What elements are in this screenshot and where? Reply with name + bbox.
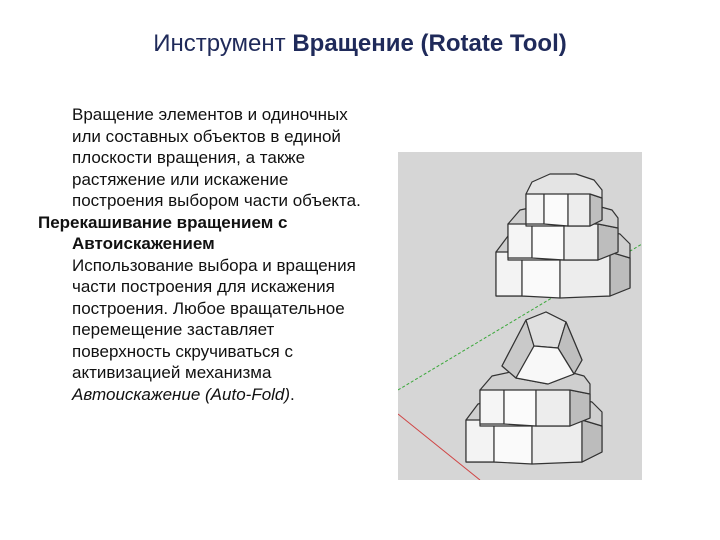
heading-line-2: Автоискажением xyxy=(72,234,215,253)
top-stack xyxy=(496,174,630,298)
autofold-term: Автоискажение (Auto-Fold) xyxy=(72,384,291,404)
slide-title xyxy=(0,30,720,58)
text-column xyxy=(38,104,368,405)
title-bold: Вращение (Rotate Tool) xyxy=(292,30,567,57)
autofold-heading xyxy=(38,212,368,255)
paragraph-autofold-text: Использование выбора и вращения части построения для искажения построения. Любое вращательное перемещение заставляет поверхность скручиваться с активизацией механизма xyxy=(72,255,356,382)
sketchup-illustration xyxy=(398,152,642,480)
paragraph-rotate: Вращение элементов и одиночных или составных объектов в единой плоскости вращения, а также растяжение или искажение построения выбором части объекта. xyxy=(72,105,361,210)
paragraph-end: . xyxy=(290,384,295,404)
bottom-stack xyxy=(466,312,602,464)
title-regular: Инструмент xyxy=(153,30,293,57)
stacked-octagon-drawing xyxy=(398,152,642,480)
heading-line-1: Перекашивание вращением с xyxy=(38,212,288,232)
paragraph-autofold xyxy=(72,255,368,406)
